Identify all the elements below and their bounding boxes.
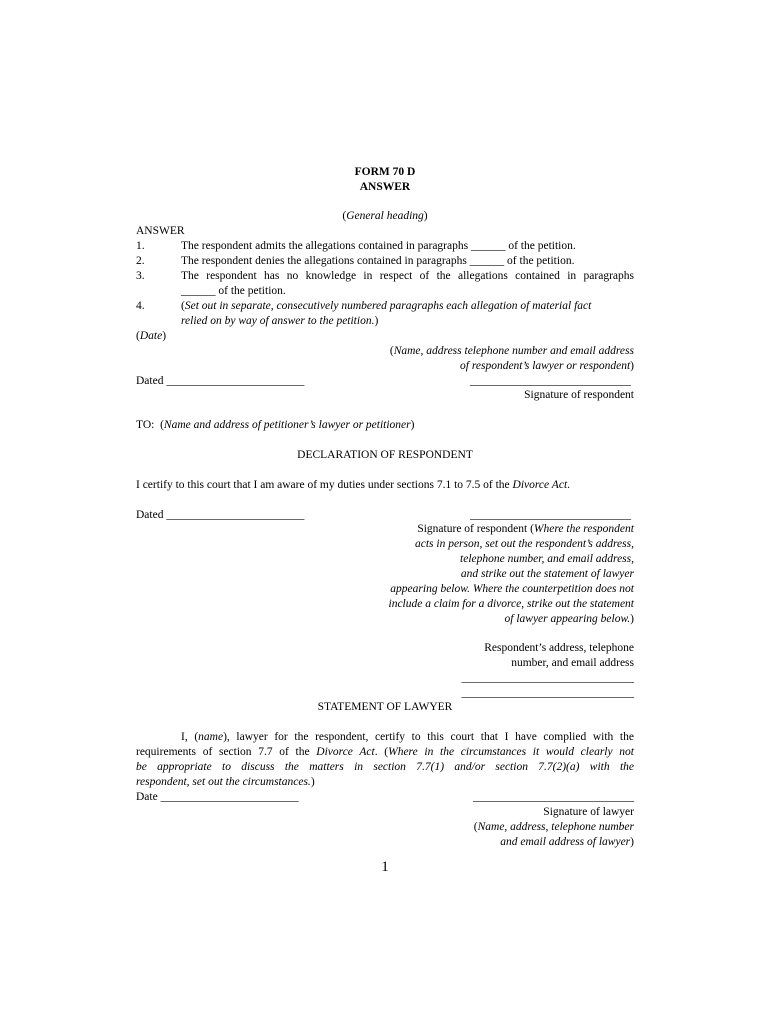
statement-line2: requirements of section 7.7 of the Divorce Act. (Where in the circumstances it would clearly not [136,746,634,758]
answer-date: (Date) [136,330,167,342]
respondent-signature-label: Signature of respondent [524,389,634,401]
item-2-text: The respondent denies the allegations contained in paragraphs ______ of the petition. [181,255,575,267]
lawyer-name-line1: (Name, address, telephone number [473,821,634,833]
respondent-signature-line[interactable]: ____________________________ [470,375,631,387]
declaration-note-line3: telephone number, and email address, [460,553,634,565]
declaration-dated-field[interactable]: Dated ________________________ [136,509,305,521]
form-title: ANSWER [359,181,411,193]
item-4-text-line2: relied on by way of answer to the petition.) [181,315,379,327]
lawyer-signature-line[interactable]: ____________________________ [473,791,634,803]
statement-line1: I, (name), lawyer for the respondent, certify to this court that I have complied with the [181,731,634,743]
declaration-note-line6: include a claim for a divorce, strike out the statement [388,598,634,610]
respondent-address-label-line1: Respondent’s address, telephone [484,642,634,654]
statement-line3: be appropriate to discuss the matters in section 7.7(1) and/or section 7.7(2)(a) with the [136,761,634,773]
general-heading-text: General heading [346,210,424,222]
answer-heading: ANSWER [136,225,185,237]
page-number: 1 [381,859,389,875]
lawyer-signature-label: Signature of lawyer [543,806,634,818]
form-number: FORM 70 D [354,166,416,178]
declaration-note-line2: acts in person, set out the respondent’s address, [414,538,634,550]
statement-heading: STATEMENT OF LAWYER [317,701,453,713]
statement-line4: respondent, set out the circumstances.) [136,776,315,788]
declaration-heading: DECLARATION OF RESPONDENT [297,449,473,461]
declaration-signature-line[interactable]: ____________________________ [470,509,631,521]
to-line: TO: (Name and address of petitioner’s lawyer or petitioner) [136,419,415,431]
item-2-number: 2. [136,255,145,267]
item-4-text-line1: (Set out in separate, consecutively numbered paragraphs each allegation of material fact [181,300,592,312]
declaration-certify-text: I certify to this court that I am aware of my duties under sections 7.1 to 7.5 of the Divorce Act. [136,479,571,491]
item-1-text: The respondent admits the allegations contained in paragraphs ______ of the petition. [181,240,576,252]
item-1-number: 1. [136,240,145,252]
respondent-address-field-1[interactable]: ______________________________ [461,672,634,684]
item-3-text-line1: The respondent has no knowledge in respect of the allegations contained in paragraphs [181,270,634,282]
declaration-note-line4: and strike out the statement of lawyer [460,568,634,580]
declaration-note-line5: appearing below. Where the counterpetition does not [390,583,634,595]
respondent-address-field-2[interactable]: ______________________________ [461,687,634,699]
respondent-address-label-line2: number, and email address [511,657,634,669]
item-3-text-line2: ______ of the petition. [181,285,286,297]
lawyer-name-line2: and email address of lawyer) [500,836,634,848]
respondent-name-line2: of respondent’s lawyer or respondent) [460,360,634,372]
respondent-name-line1: (Name, address telephone number and email address [389,345,634,357]
respondent-dated-field[interactable]: Dated ________________________ [136,375,305,387]
item-4-number: 4. [136,300,145,312]
statement-date-field[interactable]: Date ________________________ [136,791,299,803]
declaration-signature-label: Signature of respondent (Where the respondent [417,523,634,535]
item-3-number: 3. [136,270,145,282]
declaration-note-line7: of lawyer appearing below.) [504,613,634,625]
general-heading: (General heading) [342,210,428,222]
